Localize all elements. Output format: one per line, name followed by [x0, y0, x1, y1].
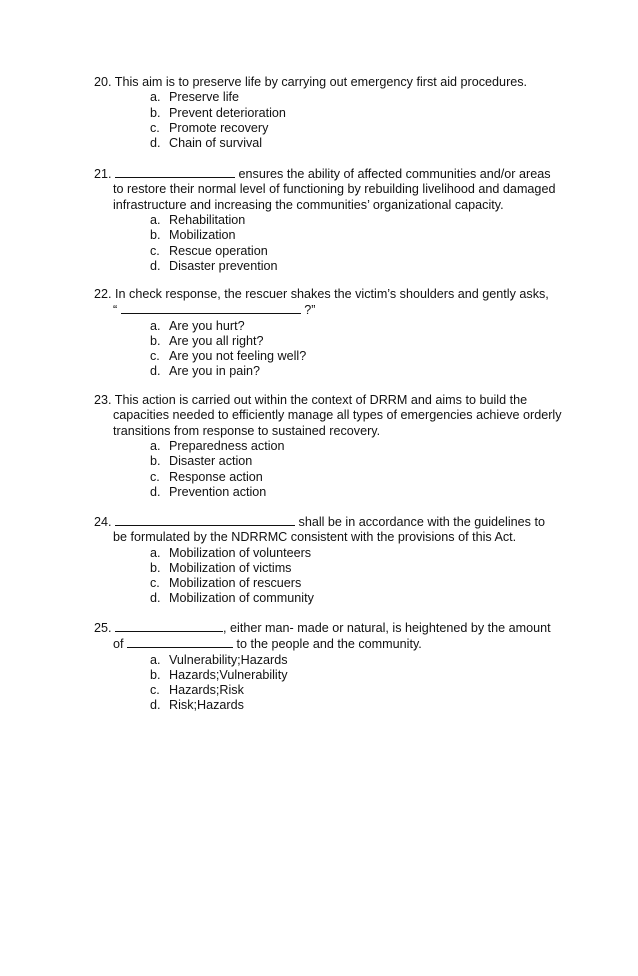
option-text: Are you in pain? — [169, 364, 261, 379]
answer-blank — [115, 514, 295, 526]
option-text: Mobilization of community — [169, 591, 314, 606]
question-number: 21. — [94, 167, 112, 181]
option-text: Preparedness action — [169, 439, 285, 454]
question-stem — [94, 166, 564, 182]
option-b — [94, 561, 564, 576]
option-letter: a. — [150, 652, 161, 667]
option-a — [94, 90, 564, 105]
option-text: Prevention action — [169, 484, 267, 499]
question-number: 24. — [94, 515, 112, 529]
question-second-line — [94, 636, 564, 652]
question-22 — [94, 287, 564, 380]
question-text: to the people and the community. — [236, 637, 422, 652]
option-b — [94, 228, 564, 243]
option-text: Hazards;Vulnerability — [169, 668, 288, 683]
option-text: Preserve life — [169, 90, 239, 105]
question-number: 20. — [94, 75, 112, 89]
option-letter: c. — [150, 576, 160, 591]
question-stem — [94, 75, 564, 90]
option-b — [94, 106, 564, 121]
option-letter: c. — [150, 349, 160, 364]
option-letter: d. — [150, 484, 161, 499]
answer-blank — [127, 636, 233, 648]
answer-blank — [121, 302, 301, 314]
question-stem — [94, 287, 564, 302]
option-letter: c. — [150, 683, 160, 698]
option-a — [94, 439, 564, 454]
question-text: capacities needed to efficiently manage all types of emergencies achieve orderly — [113, 408, 562, 423]
option-letter: a. — [150, 439, 161, 454]
question-text: be formulated by the NDRRMC consistent with the provisions of this Act. — [113, 530, 517, 545]
option-list — [94, 319, 564, 380]
option-text: Vulnerability;Hazards — [169, 652, 288, 667]
answer-blank — [115, 620, 223, 632]
question-text: transitions from response to sustained recovery. — [113, 423, 381, 438]
option-text: Mobilization of victims — [169, 561, 292, 576]
question-23 — [94, 393, 564, 500]
option-c — [94, 244, 564, 259]
question-text: This action is carried out within the context of DRRM and aims to build the — [114, 393, 528, 407]
quoted-blank-line — [94, 302, 564, 318]
question-text: , either man- made or natural, is heightened by the amount — [223, 621, 551, 635]
option-d — [94, 259, 564, 274]
option-text: Are you all right? — [169, 334, 264, 349]
option-letter: d. — [150, 591, 161, 606]
option-letter: d. — [150, 698, 161, 713]
option-list — [94, 439, 564, 500]
question-text: to restore their normal level of functioning by rebuilding livelihood and damaged — [113, 182, 556, 197]
option-text: Rescue operation — [169, 243, 268, 258]
option-text: Are you not feeling well? — [169, 349, 307, 364]
option-c — [94, 576, 564, 591]
option-text: Mobilization — [169, 228, 236, 243]
option-list — [94, 213, 564, 274]
option-text: Mobilization of volunteers — [169, 545, 312, 560]
option-a — [94, 319, 564, 334]
question-20 — [94, 75, 564, 151]
option-text: Risk;Hazards — [169, 698, 244, 713]
option-b — [94, 668, 564, 683]
option-d — [94, 485, 564, 500]
option-d — [94, 698, 564, 713]
option-letter: d. — [150, 364, 161, 379]
question-25 — [94, 620, 564, 714]
option-letter: c. — [150, 469, 160, 484]
option-letter: d. — [150, 258, 161, 273]
question-text: infrastructure and increasing the communities’ organizational capacity. — [113, 197, 504, 212]
option-letter: b. — [150, 228, 161, 243]
question-text: of — [113, 637, 124, 652]
option-text: Promote recovery — [169, 120, 269, 135]
option-text: Are you hurt? — [169, 318, 245, 333]
option-c — [94, 349, 564, 364]
answer-blank — [115, 166, 235, 178]
option-letter: c. — [150, 243, 160, 258]
option-letter: a. — [150, 90, 161, 105]
option-list — [94, 653, 564, 714]
option-text: Disaster prevention — [169, 258, 278, 273]
question-stem — [94, 393, 564, 408]
option-letter: b. — [150, 334, 161, 349]
option-text: Mobilization of rescuers — [169, 576, 302, 591]
option-d — [94, 591, 564, 606]
question-number: 23. — [94, 393, 112, 407]
option-letter: a. — [150, 545, 161, 560]
option-a — [94, 653, 564, 668]
question-text: This aim is to preserve life by carrying out emergency first aid procedures. — [114, 75, 528, 89]
question-21 — [94, 166, 564, 274]
option-b — [94, 454, 564, 469]
option-letter: a. — [150, 318, 161, 333]
option-letter: b. — [150, 105, 161, 120]
question-number: 25. — [94, 621, 112, 635]
option-a — [94, 546, 564, 561]
option-letter: b. — [150, 668, 161, 683]
option-c — [94, 121, 564, 136]
option-list — [94, 90, 564, 151]
option-a — [94, 213, 564, 228]
option-d — [94, 364, 564, 379]
option-text: Rehabilitation — [169, 213, 246, 228]
option-letter: d. — [150, 136, 161, 151]
option-list — [94, 546, 564, 607]
option-c — [94, 683, 564, 698]
question-text: shall be in accordance with the guidelines to — [298, 515, 545, 529]
option-text: Hazards;Risk — [169, 683, 244, 698]
question-stem — [94, 514, 564, 530]
option-d — [94, 136, 564, 151]
option-letter: b. — [150, 454, 161, 469]
option-text: Chain of survival — [169, 136, 263, 151]
option-text: Disaster action — [169, 454, 253, 469]
question-stem — [94, 620, 564, 636]
quote-close: ?” — [304, 303, 316, 318]
question-number: 22. — [94, 287, 112, 301]
option-text: Prevent deterioration — [169, 105, 286, 120]
option-b — [94, 334, 564, 349]
option-text: Response action — [169, 469, 263, 484]
option-c — [94, 470, 564, 485]
option-letter: c. — [150, 120, 160, 135]
quote-open: “ — [113, 303, 118, 318]
question-text: In check response, the rescuer shakes the victim’s shoulders and gently asks, — [115, 287, 549, 301]
option-letter: b. — [150, 561, 161, 576]
question-24 — [94, 514, 564, 607]
question-text: ensures the ability of affected communities and/or areas — [238, 167, 551, 181]
option-letter: a. — [150, 213, 161, 228]
